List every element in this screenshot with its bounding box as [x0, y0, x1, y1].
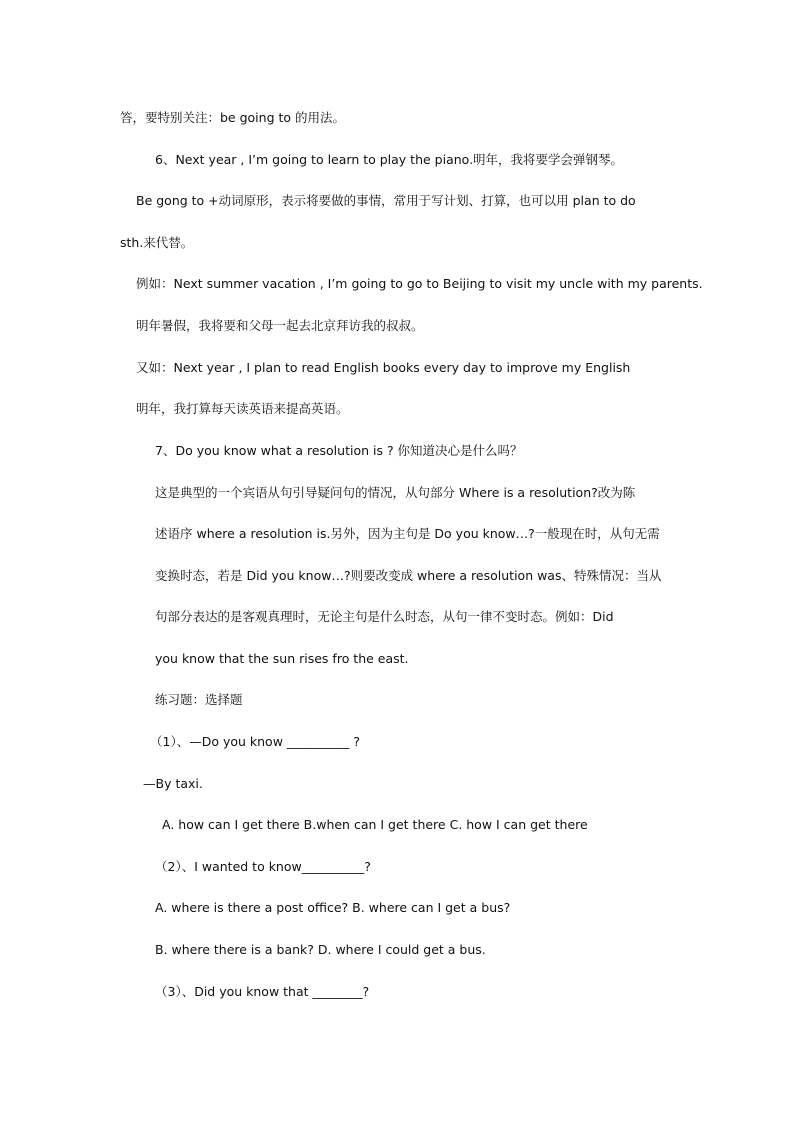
text-line: 明年暑假，我将要和父母一起去北京拜访我的叔叔。	[136, 318, 424, 333]
text-line: 述语序 where a resolution is.另外，因为主句是 Do you know…?一般现在时，从句无需	[155, 526, 660, 541]
text-line: 句部分表达的是客观真理时，无论主句是什么时态，从句一律不变时态。例如：Did	[155, 609, 614, 624]
text-line: 答，要特别关注：be going to 的用法。	[120, 110, 346, 125]
text-line: 明年，我打算每天读英语来提高英语。	[136, 401, 349, 416]
text-line: （3）、Did you know that ________?	[155, 984, 370, 999]
text-line: （1）、—Do you know __________ ?	[150, 734, 361, 749]
text-line: 又如：Next year , I plan to read English books every day to improve my English	[136, 360, 631, 375]
text-line: A. where is there a post office? B. where can I get a bus?	[155, 900, 511, 915]
text-line: you know that the sun rises fro the east.	[155, 651, 409, 666]
text-line: 6、Next year , I’m going to learn to play the piano.明年，我将要学会弹钢琴。	[155, 152, 624, 167]
text-line: 7、Do you know what a resolution is ? 你知道决心是什么吗？	[155, 443, 523, 458]
text-line: 变换时态，若是 Did you know…?则要改变成 where a resolution was、特殊情况：当从	[155, 568, 662, 583]
text-line: A. how can I get there B.when can I get there C. how I can get there	[162, 817, 588, 832]
text-line: 练习题：选择题	[155, 692, 243, 707]
text-line: Be gong to +动词原形，表示将要做的事情，常用于写计划、打算，也可以用 plan to do	[136, 193, 636, 208]
text-line: （2）、I wanted to know__________?	[155, 859, 371, 874]
text-line: —By taxi.	[143, 776, 203, 791]
text-line: 例如：Next summer vacation , I’m going to go to Beijing to visit my uncle with my parents.	[136, 276, 703, 291]
text-line: B. where there is a bank? D. where I could get a bus.	[155, 942, 486, 957]
text-line: 这是典型的一个宾语从句引导疑问句的情况，从句部分 Where is a resolution?改为陈	[155, 485, 636, 500]
text-line: sth.来代替。	[120, 235, 194, 250]
